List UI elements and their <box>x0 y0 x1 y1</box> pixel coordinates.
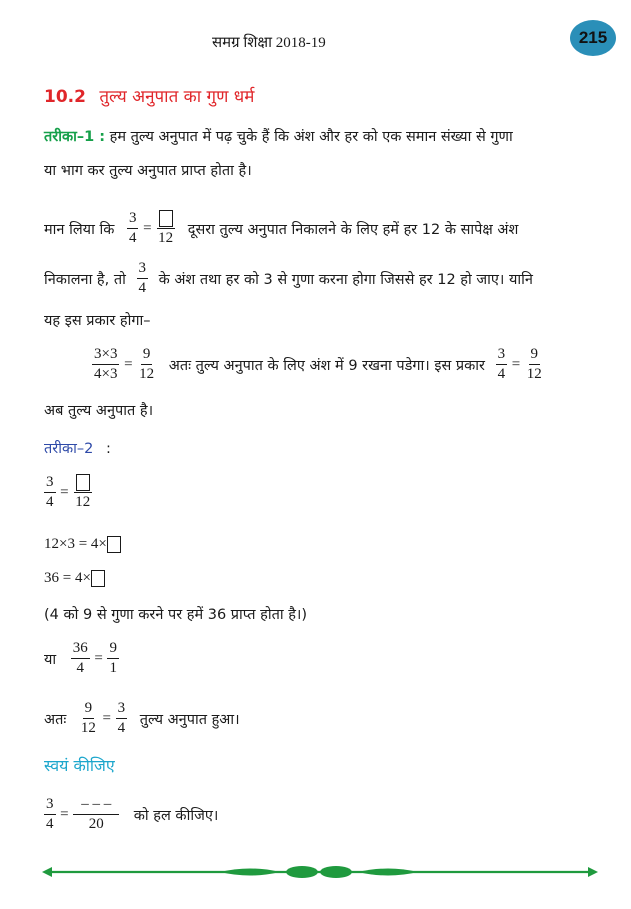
calc-frac-b-den: 12 <box>139 366 155 383</box>
eq4-frac-a-num: 36 <box>71 640 90 659</box>
exercise-frac-b-den: 20 <box>88 816 104 833</box>
eq4-fraction-b <box>107 640 119 678</box>
eq4-frac-a-den: 4 <box>76 660 85 677</box>
eq1-fraction-b <box>73 474 92 512</box>
p2-post: दूसरा तुल्य अनुपात निकालने के लिए हमें हर 12 के सापेक्ष अंश <box>187 221 519 238</box>
eq5-frac-b-den: 4 <box>117 720 126 737</box>
calc-fraction-d <box>525 346 544 384</box>
p2-fraction-a <box>127 210 139 248</box>
eq4-frac-b-den: 1 <box>109 660 117 677</box>
calc-fraction-c <box>496 346 508 384</box>
method2-colon: : <box>105 441 111 457</box>
eq4-frac-b-num: 9 <box>107 640 119 659</box>
method2-eq1 <box>44 474 92 512</box>
calc-frac-d-den: 12 <box>526 366 542 383</box>
eq5-frac-a-num: 9 <box>83 700 95 719</box>
eq5-frac-a-den: 12 <box>80 720 96 737</box>
p2-frac-b-den: 12 <box>158 230 174 247</box>
section-heading <box>44 84 254 107</box>
method1-para3 <box>44 260 533 298</box>
method1-para2 <box>44 210 518 248</box>
p2-pre: मान लिया कि <box>44 221 115 238</box>
eq1-frac-den: 4 <box>46 494 54 511</box>
method2-eq3 <box>44 570 105 587</box>
hence-label: अतः <box>44 711 67 728</box>
calc-frac-a-den: 4×3 <box>94 366 118 383</box>
eq1-frac-num: 3 <box>44 474 56 493</box>
method2-label: तरीका–2 <box>44 441 94 457</box>
calc-equals: = <box>124 356 133 373</box>
eq5-frac-b-num: 3 <box>116 700 128 719</box>
method1-label: तरीका–1 : <box>44 129 106 145</box>
p2-frac-a-den: 4 <box>128 230 137 247</box>
eq3-text: 36 = 4× <box>44 570 91 586</box>
eq5-equals: = <box>102 710 111 727</box>
header-title: समग्र शिक्षा <box>212 35 273 51</box>
calc-frac-a-num: 3×3 <box>92 346 119 365</box>
blank-box <box>159 210 173 227</box>
calc-text: अतः तुल्य अनुपात के लिए अंश में 9 रखना पडेगा। इस प्रकार <box>168 357 485 374</box>
exercise-frac-b-num: – – – <box>73 796 119 815</box>
decorative-divider <box>40 862 600 882</box>
p3-post: के अंश तथा हर को 3 से गुणा करना होगा जिससे हर 12 हो जाए। यानि <box>158 271 533 288</box>
or-label: या <box>44 651 57 668</box>
section-title: तुल्य अनुपात का गुण धर्म <box>99 87 255 107</box>
exercise-text: को हल कीजिए। <box>133 807 219 824</box>
method2-note: (4 को 9 से गुणा करने पर हमें 36 प्राप्त होता है।) <box>44 607 308 623</box>
eq5-fraction-b <box>116 700 128 738</box>
page-header <box>212 32 326 52</box>
method1-line2: या भाग कर तुल्य अनुपात प्राप्त होता है। <box>44 163 252 179</box>
exercise-frac-a-num: 3 <box>44 796 56 815</box>
blank-box <box>91 570 105 587</box>
method2-eq2 <box>44 536 121 553</box>
p2-fraction-b <box>156 210 175 248</box>
method1-para5: अब तुल्य अनुपात है। <box>44 403 154 419</box>
blank-box <box>76 474 90 491</box>
eq1-equals: = <box>60 484 69 501</box>
method1-calculation <box>92 346 544 384</box>
method2-eq4 <box>44 640 119 678</box>
exercise-fraction-a <box>44 796 56 834</box>
eq4-fraction-a <box>71 640 90 678</box>
page-number-badge <box>570 20 616 56</box>
calc-fraction-a <box>92 346 119 384</box>
eq5-fraction-a <box>79 700 98 738</box>
eq2-text: 12×3 = 4× <box>44 536 107 552</box>
calc-frac-c-num: 3 <box>496 346 508 365</box>
calc-frac-b-num: 9 <box>141 346 153 365</box>
p3-frac-num: 3 <box>137 260 149 279</box>
exercise-heading: स्वयं कीजिए <box>44 756 115 775</box>
calc-fraction-b <box>137 346 156 384</box>
method1-text1: हम तुल्य अनुपात में पढ़ चुके हैं कि अंश और हर को एक समान संख्या से गुणा <box>109 129 513 145</box>
exercise-equals: = <box>60 806 69 823</box>
eq5-text: तुल्य अनुपात हुआ। <box>139 711 240 728</box>
page-number: 215 <box>578 28 608 47</box>
eq1-fraction <box>44 474 56 512</box>
method1-para4: यह इस प्रकार होगा– <box>44 313 151 329</box>
calc-frac-c-den: 4 <box>497 366 506 383</box>
section-number: 10.2 <box>44 87 86 107</box>
calc-equals-2: = <box>511 356 521 373</box>
method2-heading <box>44 438 111 458</box>
method2-eq5 <box>44 700 240 738</box>
blank-box <box>107 536 121 553</box>
exercise-problem <box>44 796 218 834</box>
exercise-frac-a-den: 4 <box>46 816 54 833</box>
exercise-fraction-b <box>73 796 119 834</box>
p3-frac-den: 4 <box>138 280 146 297</box>
method1-line1 <box>44 126 513 146</box>
p2-equals: = <box>143 220 152 237</box>
header-year: 2018-19 <box>275 35 326 51</box>
eq4-equals: = <box>94 650 103 667</box>
p3-fraction <box>137 260 149 298</box>
p2-frac-a-num: 3 <box>127 210 139 229</box>
eq1-frac-b-den: 12 <box>75 494 91 511</box>
calc-frac-d-num: 9 <box>529 346 541 365</box>
p3-pre: निकालना है, तो <box>44 271 126 288</box>
